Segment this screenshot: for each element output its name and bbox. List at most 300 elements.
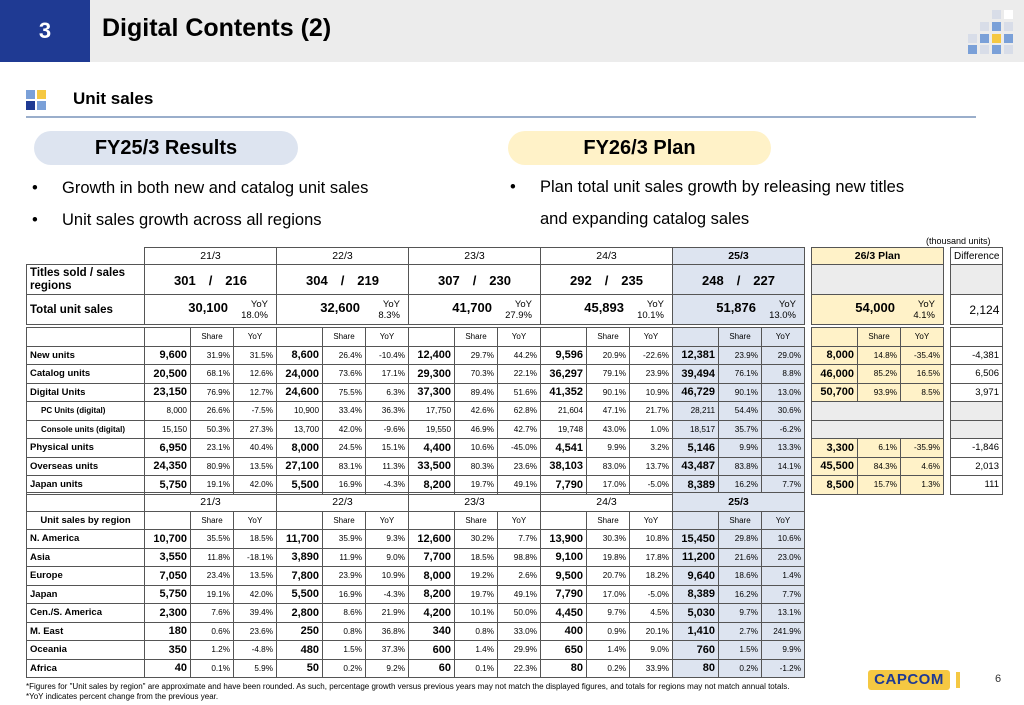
share-value: 21.6% [719, 548, 762, 567]
unit-value: 180 [145, 622, 191, 641]
yoy-value: 17.8% [630, 548, 673, 567]
unit-value: 3,550 [145, 548, 191, 567]
yoy-value: 14.1% [762, 457, 805, 476]
unit-value: 7,050 [145, 567, 191, 586]
share-value: 1.2% [191, 641, 234, 660]
share-value: 33.4% [323, 402, 366, 421]
plan-share: 14.8% [858, 346, 901, 365]
yoy-header: YoY [366, 511, 409, 530]
share-value: 23.1% [191, 439, 234, 458]
share-value: 50.3% [191, 420, 234, 439]
plan-share: 84.3% [858, 457, 901, 476]
unit-value: 17,750 [409, 402, 455, 421]
total-row-label: Total unit sales [27, 295, 145, 325]
empty-cell [951, 420, 1003, 439]
region-label: Cen./S. America [27, 604, 145, 623]
unit-value: 40 [145, 659, 191, 678]
share-value: 16.2% [719, 476, 762, 495]
empty-cell [812, 420, 858, 439]
share-value: 75.5% [323, 383, 366, 402]
share-value: 19.1% [191, 476, 234, 495]
empty-cell [145, 328, 191, 347]
unit-value: 18,517 [673, 420, 719, 439]
table-row [27, 604, 805, 623]
share-value: 2.7% [719, 622, 762, 641]
unit-value: 36,297 [541, 365, 587, 384]
empty-cell [901, 402, 944, 421]
unit-value: 5,030 [673, 604, 719, 623]
table-row [27, 346, 1003, 365]
share-value: 0.9% [587, 622, 630, 641]
unit-value: 12,400 [409, 346, 455, 365]
yoy-value: 10.9% [366, 567, 409, 586]
unit-value: 19,748 [541, 420, 587, 439]
yoy-value: 49.1% [498, 476, 541, 495]
row-label: Japan units [27, 476, 145, 495]
year-header: 24/3 [541, 493, 673, 512]
share-value: 23.4% [191, 567, 234, 586]
plan-share: 85.2% [858, 365, 901, 384]
total-cell: 30,100 YoY 18.0% [145, 295, 277, 325]
yoy-value: 1.4% [762, 567, 805, 586]
row-label: Digital Units [27, 383, 145, 402]
total-cell: 45,893 YoY 10.1% [541, 295, 673, 325]
unit-value: 7,790 [541, 585, 587, 604]
share-value: 43.0% [587, 420, 630, 439]
share-value: 29.7% [455, 346, 498, 365]
difference-value: 6,506 [951, 365, 1003, 384]
unit-value: 80 [673, 659, 719, 678]
share-value: 17.0% [587, 585, 630, 604]
empty-cell [145, 511, 191, 530]
footnote: *YoY indicates percent change from the previous year. [26, 692, 219, 701]
yoy-value: 9.0% [366, 548, 409, 567]
yoy-value: 42.0% [234, 476, 277, 495]
yoy-value: -4.3% [366, 476, 409, 495]
yoy-header: YoY [630, 328, 673, 347]
plan-yoy: 16.5% [901, 365, 944, 384]
share-value: 1.5% [719, 641, 762, 660]
share-value: 68.1% [191, 365, 234, 384]
empty-cell [277, 511, 323, 530]
spacer [944, 328, 951, 347]
unit-value: 4,200 [409, 604, 455, 623]
yoy-value: 13.1% [762, 604, 805, 623]
share-header: Share [587, 511, 630, 530]
empty-cell [27, 493, 145, 512]
table-row [27, 420, 1003, 439]
yoy-value: 1.0% [630, 420, 673, 439]
share-value: 35.9% [323, 530, 366, 549]
unit-value: 8,389 [673, 585, 719, 604]
unit-value: 15,150 [145, 420, 191, 439]
share-value: 26.4% [323, 346, 366, 365]
total-difference: 2,124 [951, 295, 1003, 325]
table-row [27, 383, 1003, 402]
yoy-value: 3.2% [630, 439, 673, 458]
table-row [27, 641, 805, 660]
share-value: 9.9% [587, 439, 630, 458]
spacer [944, 402, 951, 421]
year-header: 23/3 [409, 493, 541, 512]
yoy-value: 23.6% [234, 622, 277, 641]
yoy-value: 31.5% [234, 346, 277, 365]
unit-value: 9,500 [541, 567, 587, 586]
yoy-value: -7.5% [234, 402, 277, 421]
yoy-value: 23.6% [498, 457, 541, 476]
plan-share: 93.9% [858, 383, 901, 402]
yoy-value: 10.9% [630, 383, 673, 402]
empty-cell [951, 265, 1003, 295]
share-value: 90.1% [587, 383, 630, 402]
share-value: 18.5% [455, 548, 498, 567]
yoy-value: 13.0% [762, 383, 805, 402]
yoy-value: -6.2% [762, 420, 805, 439]
plan-label: FY26/3 Plan [508, 131, 771, 165]
year-header: 22/3 [277, 493, 409, 512]
region-label: Europe [27, 567, 145, 586]
titles-cell: 292 / 235 [541, 265, 673, 295]
share-value: 90.1% [719, 383, 762, 402]
unit-value: 12,600 [409, 530, 455, 549]
slide-header [0, 0, 1024, 62]
yoy-value: 15.1% [366, 439, 409, 458]
share-value: 1.5% [323, 641, 366, 660]
yoy-value: 13.5% [234, 567, 277, 586]
region-label: Japan [27, 585, 145, 604]
unit-value: 21,604 [541, 402, 587, 421]
unit-value: 9,600 [145, 346, 191, 365]
empty-cell [541, 511, 587, 530]
share-value: 11.9% [323, 548, 366, 567]
share-value: 9.7% [587, 604, 630, 623]
unit-value: 350 [145, 641, 191, 660]
region-header: Unit sales by region [27, 511, 145, 530]
share-value: 9.9% [719, 439, 762, 458]
share-value: 24.5% [323, 439, 366, 458]
yoy-header: YoY [630, 511, 673, 530]
share-value: 1.4% [587, 641, 630, 660]
unit-value: 8,000 [145, 402, 191, 421]
yoy-value: 42.0% [234, 585, 277, 604]
titles-cell: 301 / 216 [145, 265, 277, 295]
yoy-value: 23.0% [762, 548, 805, 567]
unit-value: 11,700 [277, 530, 323, 549]
yoy-value: 13.5% [234, 457, 277, 476]
section-heading [26, 88, 976, 118]
share-value: 11.8% [191, 548, 234, 567]
unit-value: 7,700 [409, 548, 455, 567]
table-row [27, 659, 805, 678]
unit-value: 3,890 [277, 548, 323, 567]
yoy-value: -9.6% [366, 420, 409, 439]
unit-value: 15,450 [673, 530, 719, 549]
region-label: Asia [27, 548, 145, 567]
unit-value: 8,200 [409, 585, 455, 604]
yoy-value: 17.1% [366, 365, 409, 384]
share-value: 19.7% [455, 585, 498, 604]
yoy-value: 9.9% [762, 641, 805, 660]
yoy-value: 21.9% [366, 604, 409, 623]
yoy-value: 6.3% [366, 383, 409, 402]
share-value: 73.6% [323, 365, 366, 384]
share-header: Share [191, 511, 234, 530]
yoy-value: 9.2% [366, 659, 409, 678]
yoy-value: 39.4% [234, 604, 277, 623]
yoy-value: 11.3% [366, 457, 409, 476]
column-subheader-row [27, 328, 1003, 347]
section-title: Unit sales [73, 89, 154, 108]
share-value: 54.4% [719, 402, 762, 421]
share-header: Share [323, 511, 366, 530]
yoy-value: 12.7% [234, 383, 277, 402]
unit-value: 10,700 [145, 530, 191, 549]
yoy-value: -5.0% [630, 476, 673, 495]
unit-value: 13,700 [277, 420, 323, 439]
unit-value: 43,487 [673, 457, 719, 476]
table-row [27, 402, 1003, 421]
unit-value: 250 [277, 622, 323, 641]
row-label: PC Units (digital) [27, 402, 145, 421]
unit-value: 19,550 [409, 420, 455, 439]
share-value: 0.2% [587, 659, 630, 678]
yoy-header: YoY [366, 328, 409, 347]
yoy-value: 10.6% [762, 530, 805, 549]
plan-value: 50,700 [812, 383, 858, 402]
share-value: 76.1% [719, 365, 762, 384]
yoy-header: YoY [498, 511, 541, 530]
yoy-value: 22.3% [498, 659, 541, 678]
row-label: Console units (digital) [27, 420, 145, 439]
unit-value: 41,352 [541, 383, 587, 402]
plan-yoy: 1.3% [901, 476, 944, 495]
yoy-value: 7.7% [762, 476, 805, 495]
unit-value: 2,800 [277, 604, 323, 623]
yoy-value: 50.0% [498, 604, 541, 623]
share-header: Share [719, 328, 762, 347]
difference-value: 2,013 [951, 457, 1003, 476]
unit-value: 20,500 [145, 365, 191, 384]
unit-value: 13,900 [541, 530, 587, 549]
unit-value: 23,150 [145, 383, 191, 402]
share-value: 10.1% [455, 604, 498, 623]
yoy-value: 27.3% [234, 420, 277, 439]
total-cell: 54,000 YoY 4.1% [812, 295, 944, 325]
yoy-value: 37.3% [366, 641, 409, 660]
yoy-header: YoY [901, 328, 944, 347]
footnotes [26, 682, 789, 702]
unit-value: 28,211 [673, 402, 719, 421]
empty-cell [951, 402, 1003, 421]
share-value: 16.2% [719, 585, 762, 604]
yoy-value: -10.4% [366, 346, 409, 365]
plan-value: 46,000 [812, 365, 858, 384]
empty-cell [277, 328, 323, 347]
share-value: 0.1% [455, 659, 498, 678]
share-value: 42.6% [455, 402, 498, 421]
spacer [805, 402, 812, 421]
unit-value: 1,410 [673, 622, 719, 641]
spacer [805, 457, 812, 476]
spacer [805, 383, 812, 402]
spacer [944, 383, 951, 402]
unit-value: 8,000 [277, 439, 323, 458]
difference-value: 3,971 [951, 383, 1003, 402]
share-value: 42.0% [323, 420, 366, 439]
yoy-value: 13.3% [762, 439, 805, 458]
yoy-value: 33.0% [498, 622, 541, 641]
year-header: 22/3 [277, 248, 409, 265]
yoy-value: 36.8% [366, 622, 409, 641]
spacer [944, 420, 951, 439]
yoy-value: 9.3% [366, 530, 409, 549]
unit-value: 340 [409, 622, 455, 641]
yoy-header: YoY [234, 511, 277, 530]
slide: 3 Digital Contents (2) Unit sales FY25/3 Results FY26/3 Plan • Growth in both new and catalog unit sales • Unit sales growth across all regions • Plan total unit sales growth by releasing new titles and expanding catalog sales (thousand units) 21/3 22/3 23/3 24/3 25/3 26/3 Plan Difference Titles sold / sales regions 301 / 216 304 / 219 307 / 230 292 / 235 248 / 227 Total unit sales 30,100 YoY 18.0% 32,600 YoY 8.3% 41,700 YoY 27.9% 45,893 YoY 10.1% 51,876 YoY 13.0% 54,000 YoY 4.1% 2,124 Share YoY Share YoY Share YoY Share YoY Share YoY Share YoY New units 9,600 31.9% 31.5% 8,600 26.4% -10.4% 12,400 29.7% 44.2% 9,596 20.9% -22.6% 12,381 23.9% 29.0% 8,000 14.8% -35.4% -4,381 Catalog units 20,500 68.1% 12.6% 24,000 73.6% 17.1% 29,300 70.3% 22.1% 36,297 79.1% 23.9% 39,494 76.1% 8.8% 46,000 85.2% 16.5% 6,506 Digital Units 23,150 76.9% 12.7% 24,600 75.5% 6.3% 37,300 89.4% 51.6% 41,352 90.1% 10.9% 46,729 90.1% 13.0% 50,700 93.9% 8.5% 3,971 PC Units (digital) 8,000 26.6% -7.5% 10,900 33.4% 36.3% 17,750 42.6% 62.8% 21,604 47.1% 21.7% 28,211 54.4% 30.6% Console units (digital) 15,150 50.3% 27.3% 13,700 42.0% -9.6% 19,550 46.9% 42.7% 19,748 43.0% 1.0% 18,517 35.7% -6.2% Physical units 6,950 23.1% 40.4% 8,000 24.5% 15.1% 4,400 10.6% -45.0% 4,541 9.9% 3.2% 5,146 9.9% 13.3% 3,300 6.1% -35.9% -1,846 Overseas units 24,350 80.9% 13.5% 27,100 83.1% 11.3% 33,500 80.3% 23.6% 38,103 83.0% 13.7% 43,487 83.8% 14.1% 45,500 84.3% 4.6% 2,013 Japan units 5,750 19.1% 42.0% 5,500 16.9% -4.3% 8,200 19.7% 49.1% 7,790 17.0% -5.0% 8,389 16.2% 7.7% 8,500 15.7% 1.3% 111 21/3 22/3 23/3 24/3 25/3 Unit sales by region Share YoY Share YoY Share YoY Share YoY Share YoY N. America 10,700 35.5% 18.5% 11,700 35.9% 9.3% 12,600 30.2% 7.7% 13,900 30.3% 10.8% 15,450 29.8% 10.6% Asia 3,550 11.8% -18.1% 3,890 11.9% 9.0% 7,700 18.5% 98.8% 9,100 19.8% 17.8% 11,200 21.6% 23.0% Europe 7,050 23.4% 13.5% 7,800 23.9% 10.9% 8,000 19.2% 2.6% 9,500 20.7% 18.2% 9,640 18.6% 1.4% Japan 5,750 19.1% 42.0% 5,500 16.9% -4.3% 8,200 19.7% 49.1% 7,790 17.0% -5.0% 8,389 16.2% 7.7% Cen./S. America 2,300 7.6% 39.4% 2,800 8.6% 21.9% 4,200 10.1% 50.0% 4,450 9.7% 4.5% 5,030 9.7% 13.1% M. East 180 0.6% 23.6% 250 0.8% 36.8% 340 0.8% 33.0% 400 0.9% 20.1% 1,410 2.7% 241.9% Oceania 350 1.2% -4.8% 480 1.5% 37.3% 600 1.4% 29.9% 650 1.4% 9.0% 760 1.5% 9.9% Africa 40 0.1% 5.9% 50 0.2% 9.2% 60 0.1% 22.3% 80 0.2% 33.9% 80 0.2% -1.2% *Figures for "Unit sales by region" are approximate and have been rounded. As such, percentage growth versus previous years may not match the displayed figures, and totals for regions may not match annual totals. *YoY indicates percent change from the previous year. CAPCOM 6 [0, 0, 1024, 705]
plan-share: 6.1% [858, 439, 901, 458]
share-value: 8.6% [323, 604, 366, 623]
empty-cell [541, 328, 587, 347]
row-label: Overseas units [27, 457, 145, 476]
share-value: 20.7% [587, 567, 630, 586]
square-bullet-icon [26, 90, 46, 110]
share-value: 16.9% [323, 585, 366, 604]
region-label: Oceania [27, 641, 145, 660]
yoy-value: 9.0% [630, 641, 673, 660]
empty-cell [858, 420, 901, 439]
yoy-value: 51.6% [498, 383, 541, 402]
share-value: 19.2% [455, 567, 498, 586]
year-header: 23/3 [409, 248, 541, 265]
yoy-value: 10.8% [630, 530, 673, 549]
yoy-value: 21.7% [630, 402, 673, 421]
share-value: 18.6% [719, 567, 762, 586]
unit-value: 38,103 [541, 457, 587, 476]
unit-value: 37,300 [409, 383, 455, 402]
unit-value: 4,400 [409, 439, 455, 458]
unit-value: 7,800 [277, 567, 323, 586]
empty-cell [812, 328, 858, 347]
capcom-logo [868, 668, 963, 692]
empty-cell [673, 328, 719, 347]
unit-value: 4,450 [541, 604, 587, 623]
yoy-value: 42.7% [498, 420, 541, 439]
unit-value: 5,500 [277, 585, 323, 604]
yoy-value: 20.1% [630, 622, 673, 641]
yoy-value: 49.1% [498, 585, 541, 604]
share-value: 83.0% [587, 457, 630, 476]
share-value: 0.1% [191, 659, 234, 678]
share-header: Share [587, 328, 630, 347]
share-value: 31.9% [191, 346, 234, 365]
region-label: Africa [27, 659, 145, 678]
total-cell: 32,600 YoY 8.3% [277, 295, 409, 325]
share-value: 17.0% [587, 476, 630, 495]
plan-value: 45,500 [812, 457, 858, 476]
share-value: 0.8% [455, 622, 498, 641]
share-value: 30.2% [455, 530, 498, 549]
empty-cell [409, 328, 455, 347]
share-value: 70.3% [455, 365, 498, 384]
spacer [944, 346, 951, 365]
difference-value: 111 [951, 476, 1003, 495]
yoy-value: 7.7% [762, 585, 805, 604]
share-value: 80.9% [191, 457, 234, 476]
share-value: 19.7% [455, 476, 498, 495]
share-value: 26.6% [191, 402, 234, 421]
share-header: Share [719, 511, 762, 530]
spacer [944, 439, 951, 458]
empty-cell [812, 402, 858, 421]
spacer [805, 476, 812, 495]
footnote: *Figures for "Unit sales by region" are approximate and have been rounded. As such, percentage growth versus previous years may not match the displayed figures, and totals for regions may not match annual totals. [26, 682, 790, 691]
region-label: N. America [27, 530, 145, 549]
yoy-value: 5.9% [234, 659, 277, 678]
page-number: 6 [995, 673, 1002, 685]
unit-value: 33,500 [409, 457, 455, 476]
share-value: 9.7% [719, 604, 762, 623]
plan-yoy: -35.4% [901, 346, 944, 365]
yoy-header: YoY [234, 328, 277, 347]
yoy-value: 30.6% [762, 402, 805, 421]
share-value: 19.8% [587, 548, 630, 567]
share-value: 46.9% [455, 420, 498, 439]
unit-value: 650 [541, 641, 587, 660]
units-note: (thousand units) [926, 236, 991, 246]
share-header: Share [191, 328, 234, 347]
empty-cell [858, 402, 901, 421]
difference-value: -4,381 [951, 346, 1003, 365]
logo-text: CAPCOM [874, 671, 944, 688]
unit-value: 5,146 [673, 439, 719, 458]
unit-value: 10,900 [277, 402, 323, 421]
slide-title: Digital Contents (2) [102, 14, 332, 42]
yoy-value: 12.6% [234, 365, 277, 384]
total-cell: 41,700 YoY 27.9% [409, 295, 541, 325]
unit-value: 9,640 [673, 567, 719, 586]
unit-value: 24,600 [277, 383, 323, 402]
unit-value: 24,000 [277, 365, 323, 384]
plan-yoy: -35.9% [901, 439, 944, 458]
unit-value: 5,500 [277, 476, 323, 495]
unit-value: 5,750 [145, 585, 191, 604]
share-header: Share [323, 328, 366, 347]
unit-value: 760 [673, 641, 719, 660]
empty-cell [812, 265, 944, 295]
yoy-header: YoY [762, 511, 805, 530]
section-number: 3 [0, 0, 90, 62]
plan-value: 8,000 [812, 346, 858, 365]
spacer [805, 328, 812, 347]
share-value: 0.6% [191, 622, 234, 641]
share-value: 20.9% [587, 346, 630, 365]
empty-cell [901, 420, 944, 439]
region-table [26, 492, 805, 678]
unit-value: 8,389 [673, 476, 719, 495]
unit-value: 2,300 [145, 604, 191, 623]
table-row [27, 585, 805, 604]
yoy-value: 241.9% [762, 622, 805, 641]
unit-value: 39,494 [673, 365, 719, 384]
yoy-value: 23.9% [630, 365, 673, 384]
unit-value: 11,200 [673, 548, 719, 567]
unit-value: 5,750 [145, 476, 191, 495]
yoy-value: 36.3% [366, 402, 409, 421]
share-value: 79.1% [587, 365, 630, 384]
spacer [944, 476, 951, 495]
yoy-value: 8.8% [762, 365, 805, 384]
difference-value: -1,846 [951, 439, 1003, 458]
